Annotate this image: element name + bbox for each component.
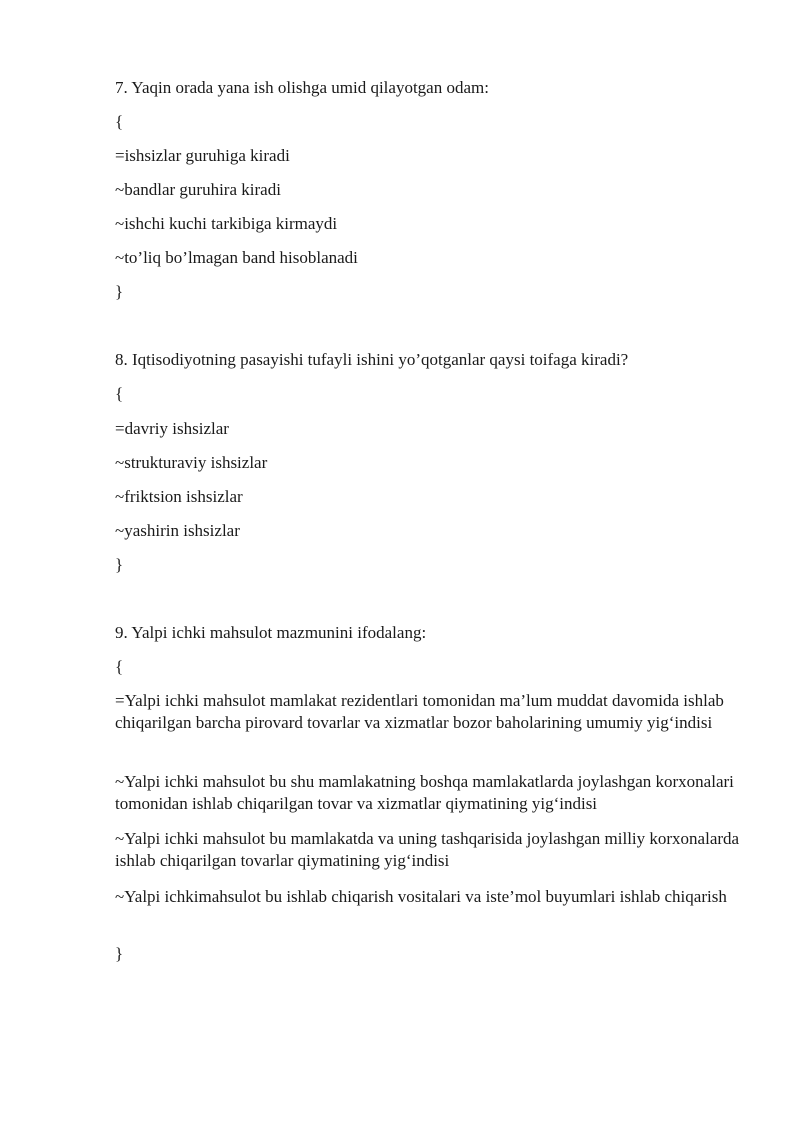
question-7-open-brace: {: [115, 112, 124, 131]
question-8-answer-3: ~friktsion ishsizlar: [115, 487, 243, 506]
question-7-close-brace: }: [115, 282, 124, 301]
question-8-text: 8. Iqtisodiyotning pasayishi tufayli ishini yo’qotganlar qaysi toifaga kiradi?: [115, 350, 629, 369]
question-8-close-brace: }: [115, 555, 124, 574]
question-7-answer-2: ~bandlar guruhira kiradi: [115, 180, 281, 199]
question-9-close-brace: }: [115, 944, 124, 963]
question-8-answer-correct: =davriy ishsizlar: [115, 419, 229, 438]
question-8-answer-4: ~yashirin ishsizlar: [115, 521, 240, 540]
question-7-answer-correct: =ishsizlar guruhiga kiradi: [115, 146, 290, 165]
question-9-answer-3: ~Yalpi ichki mahsulot bu mamlakatda va uning tashqarisida joylashgan milliy korxonalarda ishlab chiqarilgan tovarlar qiymatining yig‘indisi: [115, 829, 740, 870]
question-7-text: 7. Yaqin orada yana ish olishga umid qilayotgan odam:: [115, 78, 489, 97]
question-9-text: 9. Yalpi ichki mahsulot mazmunini ifodalang:: [115, 623, 427, 642]
question-7-answer-4: ~to’liq bo’lmagan band hisoblanadi: [115, 248, 358, 267]
question-8-answer-2: ~strukturaviy ishsizlar: [115, 453, 268, 472]
question-9-answer-4: ~Yalpi ichkimahsulot bu ishlab chiqarish vositalari va iste’mol buyumlari ishlab chiqarish: [115, 887, 727, 906]
question-8-open-brace: {: [115, 384, 124, 403]
question-9-open-brace: {: [115, 657, 124, 676]
question-9-answer-correct: =Yalpi ichki mahsulot mamlakat rezidentlari tomonidan ma’lum muddat davomida ishlab chiqarilgan barcha pirovard tovarlar va xizmatlar bozor baholarining umumiy yig‘indisi: [115, 691, 724, 732]
question-9-answer-2: ~Yalpi ichki mahsulot bu shu mamlakatning boshqa mamlakatlarda joylashgan korxonalari tomonidan ishlab chiqarilgan tovar va xizmatlar qiymatining yig‘indisi: [115, 772, 734, 813]
question-7-answer-3: ~ishchi kuchi tarkibiga kirmaydi: [115, 214, 338, 233]
